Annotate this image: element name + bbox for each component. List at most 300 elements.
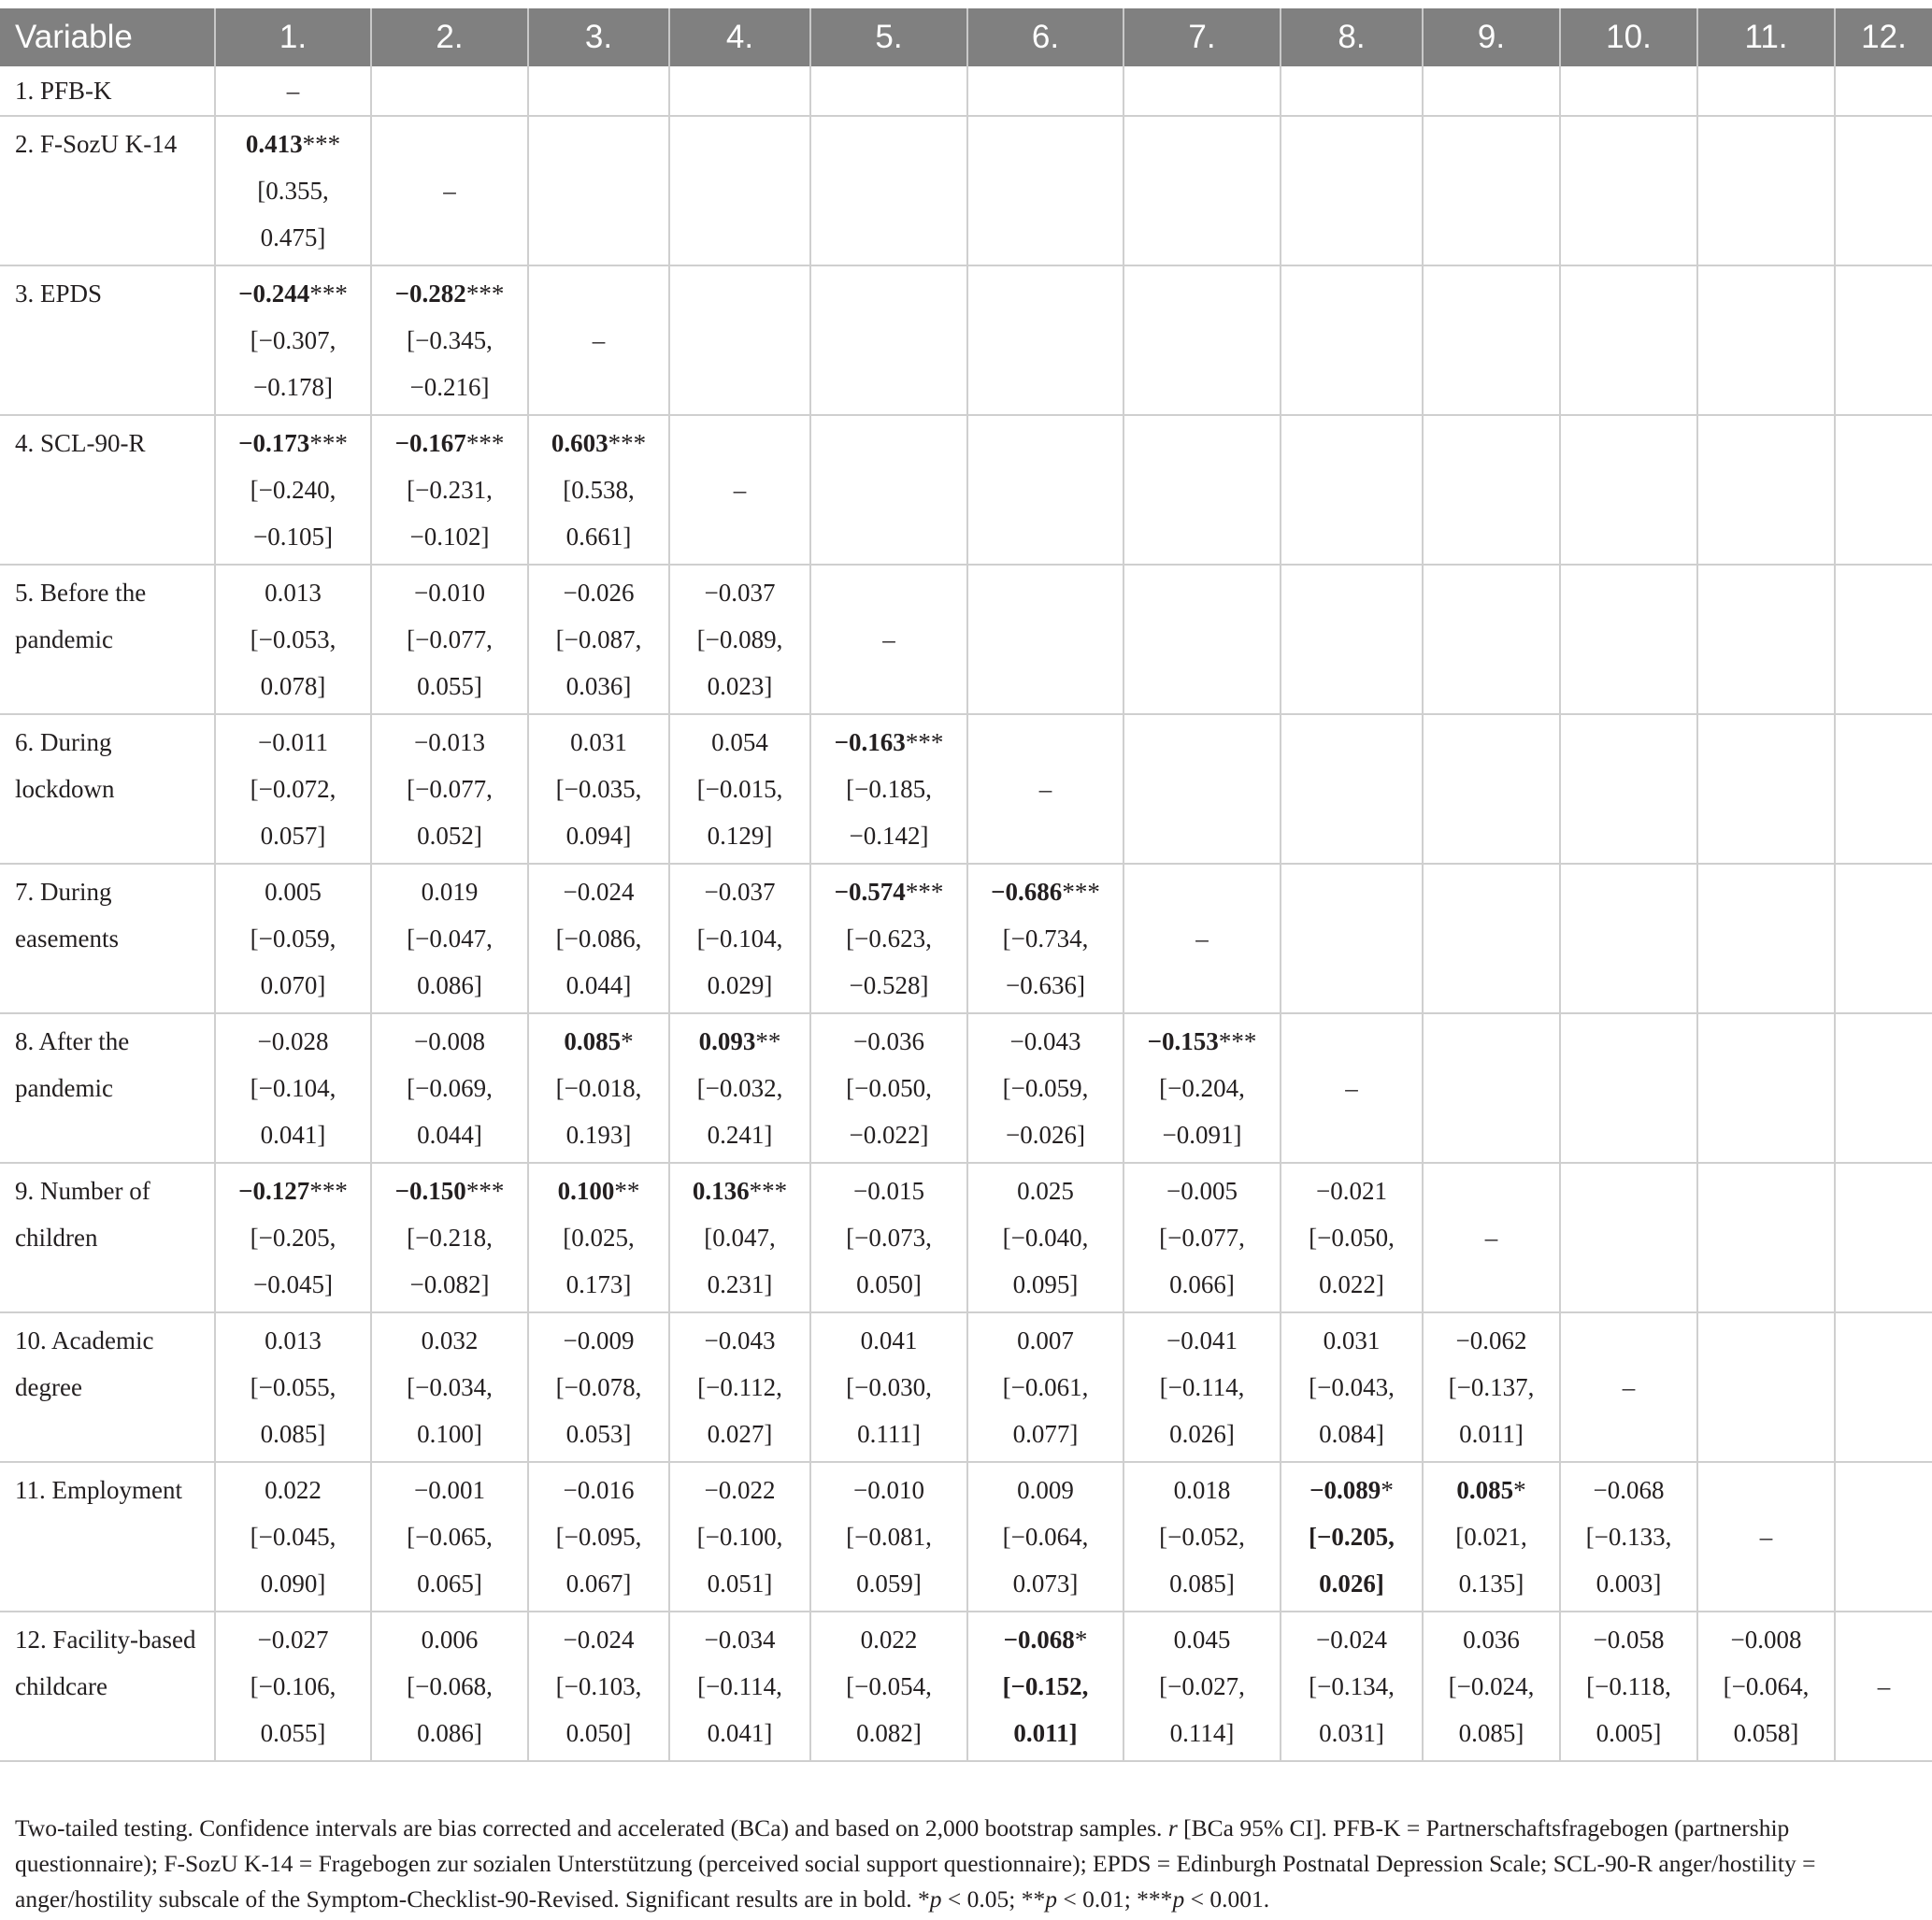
table-cell	[1697, 565, 1835, 714]
ci-lower: [−0.089,	[696, 625, 783, 653]
ci-upper: −0.022]	[849, 1121, 929, 1149]
ci-lower: [0.538,	[563, 476, 635, 504]
coefficient-value: 0.013	[265, 579, 322, 607]
coefficient-value: 0.045	[1173, 1626, 1231, 1654]
table-cell	[1697, 864, 1835, 1013]
table-cell	[528, 1163, 669, 1312]
column-header-8: 8.	[1281, 8, 1423, 66]
ci-lower: [−0.077,	[407, 775, 493, 803]
table-cell	[669, 1163, 810, 1312]
footnote-threshold-3: < 0.001.	[1184, 1885, 1270, 1913]
table-cell	[371, 66, 528, 116]
correlation-coefficient	[531, 1467, 666, 1513]
ci-lower: [−0.072,	[250, 775, 336, 803]
ci-lower: [−0.231,	[407, 476, 493, 504]
table-cell	[1835, 1462, 1932, 1612]
ci-upper: 0.031]	[1319, 1719, 1384, 1747]
table-row	[0, 565, 1932, 714]
ci-lower: [−0.086,	[555, 924, 642, 953]
table-cell	[1560, 1612, 1697, 1761]
ci-lower: [−0.032,	[696, 1074, 783, 1102]
ci-lower: [−0.152,	[1002, 1672, 1089, 1700]
ci-upper: −0.216]	[409, 373, 490, 401]
ci-lower: [−0.053,	[250, 625, 336, 653]
correlation-coefficient	[531, 420, 666, 466]
ci-lower: [−0.133,	[1585, 1523, 1672, 1551]
coefficient-value: 0.603	[551, 429, 608, 457]
coefficient-value: 0.031	[1323, 1326, 1381, 1354]
correlation-coefficient	[374, 1467, 525, 1513]
correlation-coefficient	[1126, 1018, 1278, 1065]
ci-lower: [−0.218,	[407, 1224, 493, 1252]
table-row	[0, 864, 1932, 1013]
correlation-coefficient	[970, 1467, 1121, 1513]
ci-upper: −0.142]	[849, 822, 929, 850]
ci-lower: [−0.204,	[1159, 1074, 1245, 1102]
ci-upper: 0.077]	[1012, 1420, 1079, 1448]
table-cell	[1123, 1612, 1281, 1761]
table-row	[0, 1163, 1932, 1312]
table-cell	[1123, 1163, 1281, 1312]
correlation-coefficient	[374, 420, 525, 466]
table-cell: –	[215, 66, 371, 116]
ci-upper: 0.661]	[565, 523, 632, 551]
ci-lower: [−0.077,	[1159, 1224, 1245, 1252]
table-cell	[1560, 1013, 1697, 1163]
coefficient-value: 0.413	[245, 130, 303, 158]
column-header-11: 11.	[1697, 8, 1835, 66]
correlation-coefficient	[672, 1018, 808, 1065]
ci-lower: [−0.112,	[697, 1373, 782, 1401]
correlation-coefficient	[672, 569, 808, 616]
ci-upper: 0.067]	[565, 1569, 632, 1598]
correlation-coefficient	[374, 569, 525, 616]
correlation-coefficient	[813, 1018, 965, 1065]
ci-lower: [−0.043,	[1309, 1373, 1395, 1401]
column-header-5: 5.	[810, 8, 967, 66]
row-label: 8. After the pandemic	[0, 1013, 215, 1163]
correlation-coefficient	[1283, 1168, 1420, 1214]
coefficient-value: −0.034	[704, 1626, 776, 1654]
correlation-coefficient	[374, 1168, 525, 1214]
row-label: 5. Before the pandemic	[0, 565, 215, 714]
coefficient-value: −0.009	[563, 1326, 635, 1354]
ci-upper: 0.070]	[260, 971, 326, 999]
table-cell	[967, 116, 1123, 265]
ci-upper: −0.636]	[1006, 971, 1085, 999]
table-cell	[371, 714, 528, 864]
coefficient-value: 0.093	[698, 1027, 756, 1055]
table-cell: –	[967, 714, 1123, 864]
table-cell	[967, 565, 1123, 714]
table-cell	[1281, 116, 1423, 265]
correlation-coefficient	[1283, 1317, 1420, 1364]
correlation-coefficient	[1126, 1168, 1278, 1214]
table-cell	[1835, 265, 1932, 415]
coefficient-value: −0.058	[1593, 1626, 1665, 1654]
table-cell	[967, 1312, 1123, 1462]
ci-upper: 0.084]	[1319, 1420, 1384, 1448]
table-cell	[1123, 415, 1281, 565]
ci-upper: 0.058]	[1733, 1719, 1799, 1747]
correlation-coefficient	[531, 1018, 666, 1065]
coefficient-value: −0.041	[1166, 1326, 1238, 1354]
table-cell	[967, 265, 1123, 415]
table-row	[0, 415, 1932, 565]
ci-lower: [−0.240,	[250, 476, 336, 504]
table-cell	[371, 415, 528, 565]
table-cell	[1835, 1312, 1932, 1462]
table-cell	[669, 116, 810, 265]
ci-lower: [0.355,	[257, 177, 329, 205]
table-cell	[371, 1312, 528, 1462]
table-cell: –	[669, 415, 810, 565]
table-cell	[1835, 415, 1932, 565]
table-cell	[1697, 265, 1835, 415]
ci-lower: [−0.205,	[1309, 1523, 1395, 1551]
significance-stars: *	[1381, 1476, 1394, 1504]
significance-stars: ***	[608, 429, 647, 457]
correlation-coefficient	[1425, 1616, 1557, 1663]
table-cell	[1423, 864, 1560, 1013]
table-cell	[669, 1612, 810, 1761]
significance-stars: ***	[905, 728, 944, 756]
coefficient-value: −0.036	[853, 1027, 924, 1055]
coefficient-value: −0.024	[1316, 1626, 1387, 1654]
row-label: 6. During lockdown	[0, 714, 215, 864]
table-cell	[215, 864, 371, 1013]
coefficient-value: −0.005	[1166, 1177, 1238, 1205]
significance-stars: ***	[309, 1177, 348, 1205]
ci-lower: [−0.073,	[846, 1224, 932, 1252]
table-cell	[215, 1312, 371, 1462]
table-cell	[1123, 265, 1281, 415]
coefficient-value: −0.043	[1009, 1027, 1081, 1055]
table-cell	[1281, 1462, 1423, 1612]
row-label: 2. F-SozU K-14	[0, 116, 215, 265]
row-label: 9. Number of children	[0, 1163, 215, 1312]
ci-lower: [−0.027,	[1159, 1672, 1245, 1700]
row-label: 10. Academic degree	[0, 1312, 215, 1462]
table-cell	[371, 265, 528, 415]
ci-lower: [−0.034,	[407, 1373, 493, 1401]
ci-lower: [−0.104,	[250, 1074, 336, 1102]
ci-lower: [0.025,	[563, 1224, 635, 1252]
ci-upper: 0.055]	[260, 1719, 326, 1747]
ci-upper: 0.085]	[1169, 1569, 1235, 1598]
table-cell	[1423, 1462, 1560, 1612]
ci-upper: 0.082]	[856, 1719, 922, 1747]
ci-upper: 0.003]	[1596, 1569, 1662, 1598]
ci-upper: −0.105]	[253, 523, 333, 551]
table-row	[0, 1013, 1932, 1163]
ci-lower: [−0.015,	[696, 775, 783, 803]
table-cell	[528, 565, 669, 714]
correlation-coefficient	[1563, 1467, 1695, 1513]
table-cell	[1835, 66, 1932, 116]
correlation-coefficient	[1283, 1616, 1420, 1663]
footnote-p-symbol: p	[929, 1885, 942, 1913]
significance-stars: ***	[465, 429, 505, 457]
table-row	[0, 1612, 1932, 1761]
table-cell	[215, 714, 371, 864]
table-cell	[528, 714, 669, 864]
table-footnote	[15, 1811, 1922, 1917]
ci-upper: 0.011]	[1013, 1719, 1078, 1747]
correlation-coefficient	[1126, 1616, 1278, 1663]
column-header-variable: Variable	[0, 8, 215, 66]
correlation-coefficient	[1126, 1467, 1278, 1513]
row-label: 12. Facility-based childcare	[0, 1612, 215, 1761]
table-header-row	[0, 8, 1932, 66]
ci-lower: [−0.018,	[555, 1074, 642, 1102]
coefficient-value: −0.024	[563, 1626, 635, 1654]
correlation-coefficient	[970, 868, 1121, 915]
ci-lower: [−0.185,	[846, 775, 932, 803]
table-cell	[810, 415, 967, 565]
table-cell	[1560, 265, 1697, 415]
ci-upper: −0.178]	[253, 373, 333, 401]
ci-upper: 0.036]	[565, 672, 632, 700]
correlation-coefficient	[531, 868, 666, 915]
coefficient-value: 0.009	[1017, 1476, 1074, 1504]
correlation-coefficient	[374, 1616, 525, 1663]
correlation-coefficient	[1425, 1467, 1557, 1513]
table-cell	[528, 116, 669, 265]
ci-lower: [−0.087,	[555, 625, 642, 653]
correlation-coefficient	[672, 1317, 808, 1364]
correlation-coefficient	[218, 270, 368, 317]
ci-lower: [−0.024,	[1448, 1672, 1535, 1700]
coefficient-value: 0.100	[557, 1177, 615, 1205]
coefficient-value: −0.163	[834, 728, 906, 756]
correlation-coefficient	[813, 1467, 965, 1513]
ci-lower: [−0.059,	[1002, 1074, 1089, 1102]
significance-stars: ***	[1062, 878, 1100, 906]
footnote-threshold-1: < 0.05; **	[941, 1885, 1046, 1913]
ci-upper: 0.050]	[565, 1719, 632, 1747]
coefficient-value: −0.037	[704, 579, 776, 607]
significance-stars: ***	[465, 1177, 505, 1205]
column-header-3: 3.	[528, 8, 669, 66]
table-cell	[1123, 565, 1281, 714]
table-cell	[967, 1462, 1123, 1612]
significance-stars: *	[1513, 1476, 1526, 1504]
ci-lower: [−0.106,	[250, 1672, 336, 1700]
ci-lower: [−0.118,	[1586, 1672, 1671, 1700]
correlation-coefficient	[218, 868, 368, 915]
ci-upper: 0.173]	[565, 1270, 632, 1298]
table-cell	[1281, 1612, 1423, 1761]
row-label: 11. Employment	[0, 1462, 215, 1612]
ci-upper: 0.005]	[1596, 1719, 1662, 1747]
ci-lower: [−0.065,	[407, 1523, 493, 1551]
ci-upper: 0.041]	[260, 1121, 326, 1149]
table-cell	[1835, 1013, 1932, 1163]
ci-lower: [−0.054,	[846, 1672, 932, 1700]
coefficient-value: 0.085	[564, 1027, 622, 1055]
coefficient-value: −0.153	[1147, 1027, 1219, 1055]
ci-lower: [−0.205,	[250, 1224, 336, 1252]
coefficient-value: −0.008	[1730, 1626, 1802, 1654]
correlation-coefficient	[374, 719, 525, 766]
significance-stars: ***	[465, 279, 505, 308]
correlation-coefficient	[374, 1317, 525, 1364]
table-cell	[1123, 714, 1281, 864]
table-cell	[1281, 1312, 1423, 1462]
table-cell	[810, 66, 967, 116]
ci-lower: [−0.134,	[1309, 1672, 1395, 1700]
table-cell	[1697, 1612, 1835, 1761]
table-cell	[1423, 1312, 1560, 1462]
table-row	[0, 265, 1932, 415]
coefficient-value: 0.018	[1173, 1476, 1231, 1504]
ci-lower: [−0.114,	[697, 1672, 782, 1700]
ci-upper: 0.029]	[707, 971, 773, 999]
table-cell	[1697, 66, 1835, 116]
footnote-text: Two-tailed testing. Confidence intervals are bias corrected and accelerated (BCa) and based on 2,000 bootstrap samples.	[15, 1814, 1168, 1841]
coefficient-value: 0.031	[570, 728, 627, 756]
table-cell	[967, 66, 1123, 116]
table-cell	[1423, 565, 1560, 714]
ci-upper: −0.102]	[409, 523, 490, 551]
ci-lower: [−0.114,	[1159, 1373, 1245, 1401]
coefficient-value: −0.008	[414, 1027, 485, 1055]
correlation-coefficient	[218, 569, 368, 616]
ci-upper: 0.044]	[417, 1121, 482, 1149]
table-cell	[1560, 1462, 1697, 1612]
ci-lower: [−0.069,	[407, 1074, 493, 1102]
table-cell: –	[1697, 1462, 1835, 1612]
coefficient-value: −0.089	[1309, 1476, 1381, 1504]
significance-stars: *	[621, 1027, 634, 1055]
correlation-coefficient	[813, 1317, 965, 1364]
coefficient-value: −0.016	[563, 1476, 635, 1504]
coefficient-value: −0.068	[1593, 1476, 1665, 1504]
table-cell	[1423, 265, 1560, 415]
coefficient-value: 0.006	[421, 1626, 479, 1654]
table-cell	[1560, 565, 1697, 714]
correlation-coefficient	[531, 1317, 666, 1364]
ci-upper: 0.094]	[565, 822, 632, 850]
coefficient-value: −0.043	[704, 1326, 776, 1354]
coefficient-value: 0.022	[860, 1626, 918, 1654]
table-cell	[215, 1013, 371, 1163]
ci-upper: 0.114]	[1169, 1719, 1235, 1747]
table-cell	[215, 415, 371, 565]
table-row	[0, 714, 1932, 864]
ci-upper: −0.082]	[409, 1270, 490, 1298]
correlation-coefficient	[970, 1616, 1121, 1663]
table-cell	[528, 1462, 669, 1612]
table-cell	[1281, 565, 1423, 714]
table-cell	[528, 1612, 669, 1761]
correlation-coefficient	[218, 121, 368, 167]
table-cell	[371, 1462, 528, 1612]
table-cell	[1560, 116, 1697, 265]
footnote-r-symbol: r	[1167, 1814, 1178, 1841]
table-row	[0, 116, 1932, 265]
footnote-threshold-2: < 0.01; ***	[1056, 1885, 1173, 1913]
coefficient-value: 0.005	[265, 878, 322, 906]
correlation-coefficient	[813, 1168, 965, 1214]
ci-upper: 0.100]	[417, 1420, 482, 1448]
ci-upper: 0.085]	[1458, 1719, 1524, 1747]
table-cell	[371, 1612, 528, 1761]
coefficient-value: −0.037	[704, 878, 776, 906]
correlation-coefficient	[1700, 1616, 1832, 1663]
table-cell	[1423, 1612, 1560, 1761]
significance-stars: ***	[309, 279, 348, 308]
table-cell	[528, 864, 669, 1013]
table-cell	[1560, 864, 1697, 1013]
ci-upper: 0.090]	[260, 1569, 326, 1598]
ci-upper: 0.065]	[417, 1569, 482, 1598]
table-cell	[669, 565, 810, 714]
ci-upper: 0.026]	[1169, 1420, 1235, 1448]
ci-lower: [−0.345,	[407, 326, 493, 354]
table-cell	[215, 1462, 371, 1612]
ci-lower: [−0.047,	[407, 924, 493, 953]
column-header-12: 12.	[1835, 8, 1932, 66]
table-cell	[1123, 1312, 1281, 1462]
table-cell	[810, 1312, 967, 1462]
table-row	[0, 1312, 1932, 1462]
ci-lower: [−0.078,	[555, 1373, 642, 1401]
footnote-p-symbol: p	[1045, 1885, 1057, 1913]
table-cell	[1423, 714, 1560, 864]
table-cell	[215, 265, 371, 415]
coefficient-value: −0.167	[394, 429, 466, 457]
table-cell: –	[528, 265, 669, 415]
ci-upper: −0.045]	[253, 1270, 333, 1298]
correlation-coefficient	[672, 1168, 808, 1214]
table-cell	[215, 116, 371, 265]
column-header-10: 10.	[1560, 8, 1697, 66]
table-cell	[1281, 714, 1423, 864]
ci-upper: 0.129]	[707, 822, 773, 850]
coefficient-value: 0.054	[711, 728, 768, 756]
correlation-coefficient	[218, 1168, 368, 1214]
row-label: 7. During easements	[0, 864, 215, 1013]
ci-upper: 0.095]	[1012, 1270, 1079, 1298]
ci-upper: 0.044]	[565, 971, 632, 999]
coefficient-value: 0.036	[1463, 1626, 1520, 1654]
table-cell	[371, 1013, 528, 1163]
coefficient-value: −0.013	[414, 728, 485, 756]
table-cell	[967, 1163, 1123, 1312]
table-cell: –	[1123, 864, 1281, 1013]
table-cell	[669, 1013, 810, 1163]
table-cell	[1123, 66, 1281, 116]
coefficient-value: −0.026	[563, 579, 635, 607]
table-cell	[1697, 1013, 1835, 1163]
table-cell	[1697, 1312, 1835, 1462]
coefficient-value: −0.010	[853, 1476, 924, 1504]
coefficient-value: 0.007	[1017, 1326, 1074, 1354]
row-label: 1. PFB-K	[0, 66, 215, 116]
table-cell: –	[810, 565, 967, 714]
correlation-coefficient	[813, 719, 965, 766]
ci-lower: [−0.064,	[1723, 1672, 1810, 1700]
coefficient-value: 0.041	[860, 1326, 918, 1354]
ci-lower: [−0.068,	[407, 1672, 493, 1700]
table-cell	[215, 565, 371, 714]
coefficient-value: −0.022	[704, 1476, 776, 1504]
table-cell	[810, 265, 967, 415]
table-cell	[528, 66, 669, 116]
table-cell	[967, 415, 1123, 565]
